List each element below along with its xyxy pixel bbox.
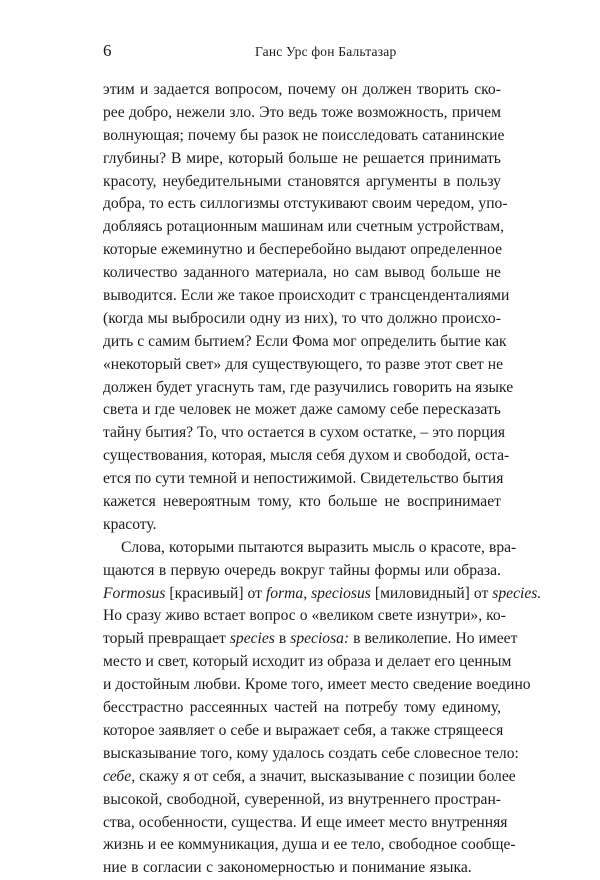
text-line: света и где человек не может даже самому себе пересказать — [103, 401, 501, 419]
text-line: себе, скажу я от себя, а значит, высказывание с позиции более — [103, 767, 516, 785]
text-line: существования, которая, мысля себя духом и свободой, оста- — [103, 447, 510, 465]
text-line: добляясь ротационным машинам или счетным устройствам, — [103, 218, 505, 236]
text-line: красоту. — [103, 515, 157, 533]
text-line: глубины? В мире, который больше не решается принимать — [103, 149, 501, 167]
text-line: этим и задается вопросом, почему он должен творить ско- — [103, 81, 501, 98]
text-line: щаются в первую очередь вокруг тайны формы или образа. — [103, 561, 501, 579]
text-line: выводится. Если же такое происходит с трансценденталиями — [103, 287, 510, 305]
text-line: жизнь и ее коммуникация, душа и ее тело, свободное сообще- — [103, 836, 516, 854]
text-line: которое заявляет о себе и выражает себя, а также стрящееся — [103, 721, 504, 739]
text-line: красоту, неубедительными становятся аргументы в пользу — [103, 172, 501, 190]
text-line: рее добро, нежели зло. Это ведь тоже возможность, причем — [103, 103, 501, 121]
paragraph — [103, 79, 514, 537]
paragraph — [103, 537, 542, 880]
text-line: торый превращает species в speciosa: в великолепие. Но имеет — [103, 630, 518, 648]
text-line: (когда мы выбросили одну из них), то что должно происхо- — [103, 309, 501, 327]
page-header — [103, 41, 501, 63]
text-line: Но сразу живо встает вопрос о «великом свете изнутри», ко- — [103, 607, 506, 625]
text-line: бесстрастно рассеянных частей на потребу тому единому, — [103, 699, 501, 717]
text-line: тайну бытия? То, что остается в сухом остатке, – это порция — [103, 424, 506, 442]
text-line: должен будет угаснуть там, где разучились говорить на языке — [103, 378, 514, 396]
text-line: Слова, которыми пытаются выразить мысль о красоте, вра- — [121, 538, 517, 556]
text-line: Formosus [красивый] от forma, speciosus [миловидный] от species. — [103, 584, 542, 602]
text-line: и достойным любви. Кроме того, имеет место сведение воедино — [103, 676, 531, 694]
text-line: дить с самим бытием? Если Фома мог определить бытие как — [103, 332, 507, 350]
text-line: место и свет, который исходит из образа и делает его ценным — [103, 653, 512, 671]
text-line: добра, то есть силлогизмы отстукивают своим чередом, упо- — [103, 195, 508, 213]
text-line: высокой, свободной, суверенной, из внутреннего простран- — [103, 790, 501, 808]
text-line: ется по сути темной и непостижимой. Свидетельство бытия — [103, 470, 504, 488]
text-line: количество заданного материала, но сам вывод больше не — [103, 264, 501, 282]
text-line: кажется невероятным тому, кто больше не воспринимает — [103, 493, 501, 511]
body-text — [103, 79, 542, 880]
text-line: ства, особенности, существа. И еще имеет место внутренняя — [103, 813, 508, 831]
text-line: «некоторый свет» для существующего, то разве этот свет не — [103, 355, 503, 373]
text-line: волнующая; почему бы разок не поисследовать сатанинские — [103, 126, 505, 144]
running-title: Ганс Урс фон Бальтазар — [255, 44, 397, 59]
text-line: которые ежеминутно и бесперебойно выдают определенное — [103, 241, 503, 259]
page-number: 6 — [103, 41, 112, 60]
text-line: высказывание того, кому удалось создать себе словесное тело: — [103, 744, 519, 762]
text-line: ние в согласии с закономерностью и понимание языка. — [103, 859, 472, 877]
